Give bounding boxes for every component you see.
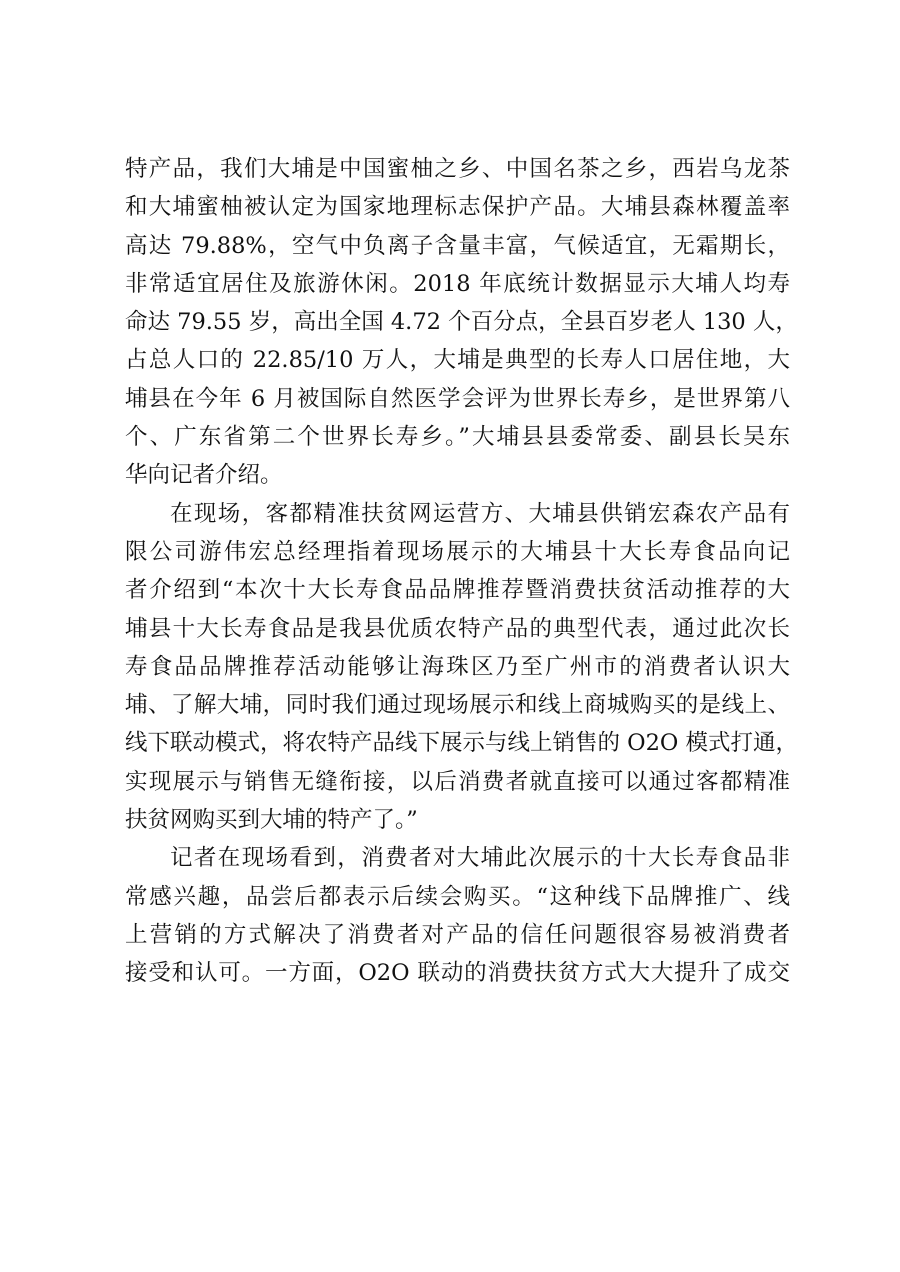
paragraph-2-line-1: 在现场，客都精准扶贫网运营方、大埔县供销宏森农产品有 — [170, 500, 790, 527]
paragraph-2-line-2: 限公司游伟宏总经理指着现场展示的大埔县十大长寿食品向记 — [125, 538, 790, 565]
paragraph-2-line-9: 扶贫网购买到大埔的特产了。” — [125, 807, 418, 834]
paragraph-1-line-8: 个、广东省第二个世界长寿乡。”大埔县县委常委、副县长吴东 — [125, 424, 790, 451]
paragraph-1-line-6: 占总人口的 22.85/10 万人，大埔是典型的长寿人口居住地，大 — [125, 347, 790, 374]
paragraph-2-line-6: 埔、了解大埔，同时我们通过现场展示和线上商城购买的是线上、 — [125, 692, 790, 719]
paragraph-3-line-2: 常感兴趣，品尝后都表示后续会购买。“这种线下品牌推广、线 — [125, 883, 790, 910]
paragraph-3-line-3: 上营销的方式解决了消费者对产品的信任问题很容易被消费者 — [125, 921, 790, 948]
paragraph-3-line-4: 接受和认可。一方面，O2O 联动的消费扶贫方式大大提升了成交 — [125, 960, 790, 987]
paragraph-2-line-7: 线下联动模式，将农特产品线下展示与线上销售的 O2O 模式打通， — [125, 730, 799, 757]
paragraph-1-line-7: 埔县在今年 6 月被国际自然医学会评为世界长寿乡，是世界第八 — [125, 385, 790, 412]
paragraph-1-line-1: 特产品，我们大埔是中国蜜柚之乡、中国名茶之乡，西岩乌龙茶 — [125, 156, 790, 182]
paragraph-1-line-9: 华向记者介绍。 — [125, 462, 283, 489]
paragraph-2-line-8: 实现展示与销售无缝衔接，以后消费者就直接可以通过客都精准 — [125, 768, 790, 795]
paragraph-3-line-1: 记者在现场看到，消费者对大埔此次展示的十大长寿食品非 — [170, 845, 790, 872]
paragraph-2-line-3: 者介绍到“本次十大长寿食品品牌推荐暨消费扶贫活动推荐的大 — [125, 577, 790, 604]
paragraph-1-line-3: 高达 79.88%，空气中负离子含量丰富，气候适宜，无霜期长， — [125, 232, 790, 259]
paragraph-2-line-4: 埔县十大长寿食品是我县优质农特产品的典型代表，通过此次长 — [125, 615, 790, 642]
paragraph-2-line-5: 寿食品品牌推荐活动能够让海珠区乃至广州市的消费者认识大 — [125, 653, 790, 680]
paragraph-1-line-2: 和大埔蜜柚被认定为国家地理标志保护产品。大埔县森林覆盖率 — [125, 194, 790, 221]
paragraph-1-line-4: 非常适宜居住及旅游休闲。2018 年底统计数据显示大埔人均寿 — [125, 270, 790, 297]
paragraph-1-line-5: 命达 79.55 岁，高出全国 4.72 个百分点，全县百岁老人 130 人， — [125, 309, 798, 336]
article-body — [125, 150, 799, 993]
